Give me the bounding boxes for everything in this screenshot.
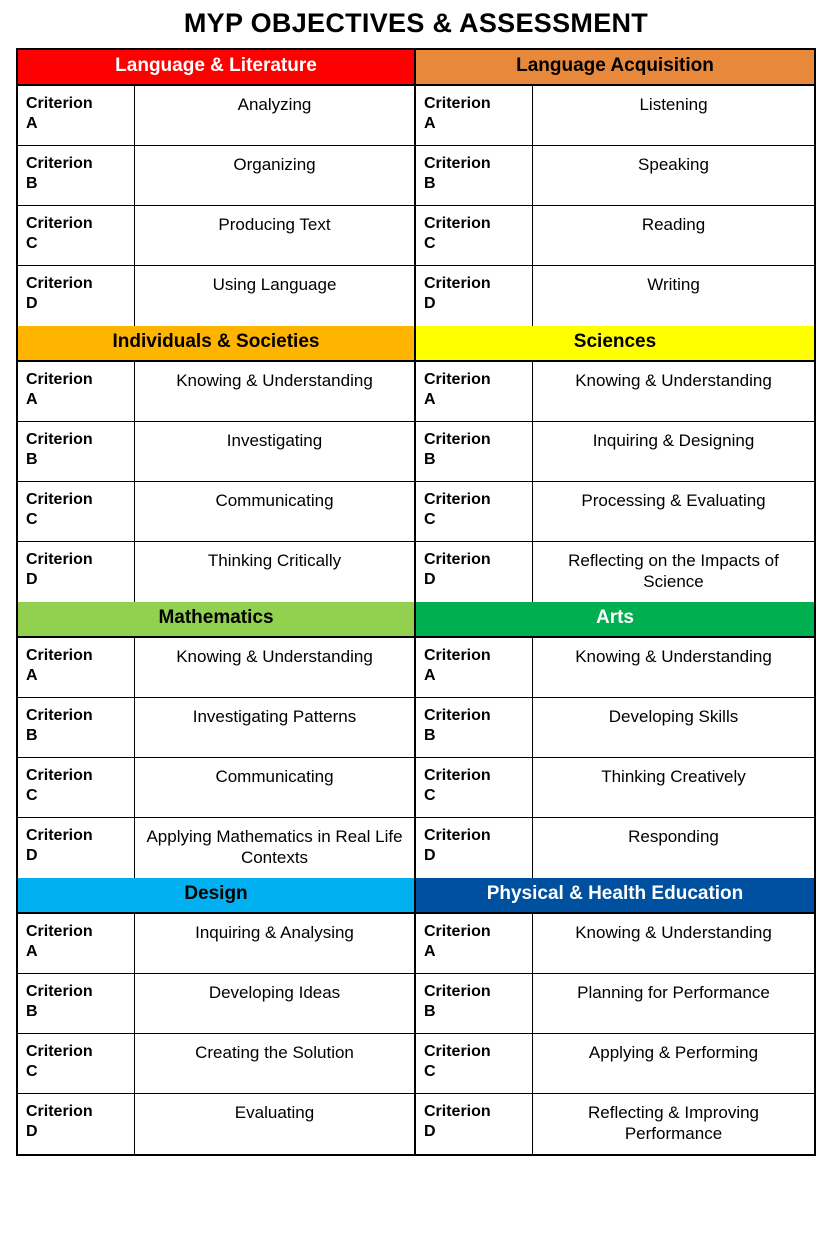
criterion-objective: Developing Skills xyxy=(608,706,739,726)
criterion-row xyxy=(18,266,414,326)
criterion-objective: Evaluating xyxy=(234,1102,315,1122)
criterion-letter: D xyxy=(424,294,436,312)
criterion-row xyxy=(416,698,814,758)
criterion-word: Criterion xyxy=(26,94,93,112)
subject-band xyxy=(18,878,814,1154)
criterion-letter: A xyxy=(424,666,436,684)
criterion-objective: Planning for Performance xyxy=(577,982,770,1002)
criterion-letter: B xyxy=(26,450,38,468)
criterion-label xyxy=(416,638,533,697)
criterion-word: Criterion xyxy=(26,274,93,292)
criterion-label xyxy=(416,1094,533,1154)
subject-band xyxy=(18,326,814,602)
criterion-word: Criterion xyxy=(26,922,93,940)
criterion-letter: D xyxy=(26,1122,38,1140)
criterion-objective: Knowing & Understanding xyxy=(176,646,373,666)
criterion-word: Criterion xyxy=(26,430,93,448)
criterion-row xyxy=(416,914,814,974)
criterion-objective: Inquiring & Designing xyxy=(592,430,755,450)
subject-block-language-and-literature xyxy=(18,50,416,326)
criterion-row xyxy=(18,974,414,1034)
criterion-word: Criterion xyxy=(26,706,93,724)
criterion-letter: A xyxy=(424,390,436,408)
criterion-letter: D xyxy=(26,570,38,588)
criterion-label xyxy=(18,914,135,973)
criterion-word: Criterion xyxy=(26,154,93,172)
criterion-word: Criterion xyxy=(26,1042,93,1060)
criterion-row xyxy=(18,146,414,206)
criterion-word: Criterion xyxy=(424,646,491,664)
criterion-label xyxy=(416,482,533,541)
criterion-label xyxy=(416,206,533,265)
criterion-row xyxy=(18,86,414,146)
criterion-letter: C xyxy=(26,1062,38,1080)
criterion-letter: B xyxy=(424,174,436,192)
criterion-label xyxy=(416,914,533,973)
subject-band xyxy=(18,50,814,326)
criterion-letter: D xyxy=(26,846,38,864)
criterion-word: Criterion xyxy=(26,1102,93,1120)
criterion-row xyxy=(416,542,814,602)
criterion-letter: C xyxy=(26,234,38,252)
criterion-row xyxy=(18,914,414,974)
criterion-word: Criterion xyxy=(26,490,93,508)
subject-header-language-acquisition: Language Acquisition xyxy=(416,50,814,86)
criterion-objective: Reflecting & Improving Performance xyxy=(587,1102,760,1143)
criterion-word: Criterion xyxy=(424,370,491,388)
subject-block-language-acquisition xyxy=(416,50,814,326)
criterion-word: Criterion xyxy=(26,826,93,844)
criterion-objective: Writing xyxy=(647,274,700,294)
criterion-row xyxy=(416,422,814,482)
criterion-letter: A xyxy=(424,942,436,960)
subject-header-language-and-literature: Language & Literature xyxy=(18,50,414,86)
criterion-label xyxy=(18,86,135,145)
criterion-word: Criterion xyxy=(424,550,491,568)
criterion-label xyxy=(18,638,135,697)
criterion-word: Criterion xyxy=(424,490,491,508)
subject-header-individuals-and-societies: Individuals & Societies xyxy=(18,326,414,362)
subject-block-mathematics xyxy=(18,602,416,878)
criterion-row xyxy=(18,1094,414,1154)
criterion-row xyxy=(416,818,814,878)
criterion-objective: Listening xyxy=(639,94,708,114)
criterion-objective: Thinking Critically xyxy=(207,550,342,570)
criterion-row xyxy=(18,698,414,758)
criterion-objective: Knowing & Understanding xyxy=(575,370,772,390)
criterion-objective: Investigating xyxy=(226,430,323,450)
criterion-letter: B xyxy=(26,726,38,744)
subject-block-arts xyxy=(416,602,814,878)
criterion-objective: Organizing xyxy=(233,154,316,174)
criterion-objective: Knowing & Understanding xyxy=(575,646,772,666)
criterion-letter: A xyxy=(424,114,436,132)
criterion-word: Criterion xyxy=(424,982,491,1000)
criterion-letter: C xyxy=(26,786,38,804)
criterion-objective: Thinking Creatively xyxy=(601,766,746,786)
criterion-objective: Communicating xyxy=(215,766,334,786)
criterion-word: Criterion xyxy=(424,706,491,724)
criterion-word: Criterion xyxy=(26,370,93,388)
criterion-row xyxy=(18,1034,414,1094)
subject-header-mathematics: Mathematics xyxy=(18,602,414,638)
subject-block-design xyxy=(18,878,416,1154)
criterion-letter: B xyxy=(26,1002,38,1020)
criterion-label xyxy=(18,146,135,205)
criterion-letter: D xyxy=(424,1122,436,1140)
subject-block-individuals-and-societies xyxy=(18,326,416,602)
criterion-label xyxy=(18,818,135,878)
criterion-row xyxy=(416,146,814,206)
criterion-objective: Reading xyxy=(641,214,706,234)
criterion-label xyxy=(416,362,533,421)
criterion-label xyxy=(416,698,533,757)
criterion-label xyxy=(416,974,533,1033)
criterion-letter: B xyxy=(424,450,436,468)
criterion-objective: Processing & Evaluating xyxy=(581,490,766,510)
criterion-word: Criterion xyxy=(424,766,491,784)
criterion-letter: B xyxy=(424,1002,436,1020)
criterion-row xyxy=(18,482,414,542)
criterion-word: Criterion xyxy=(424,94,491,112)
criterion-letter: B xyxy=(26,174,38,192)
criterion-word: Criterion xyxy=(26,982,93,1000)
criterion-row xyxy=(416,482,814,542)
criterion-row xyxy=(416,638,814,698)
subject-header-physical-and-health-education: Physical & Health Education xyxy=(416,878,814,914)
criterion-label xyxy=(18,758,135,817)
criterion-letter: A xyxy=(26,666,38,684)
criterion-row xyxy=(416,1094,814,1154)
criterion-objective: Analyzing xyxy=(237,94,312,114)
criterion-objective: Developing Ideas xyxy=(208,982,341,1002)
criterion-row xyxy=(416,266,814,326)
criterion-label xyxy=(18,1034,135,1093)
criterion-letter: A xyxy=(26,942,38,960)
criterion-word: Criterion xyxy=(424,1042,491,1060)
criterion-word: Criterion xyxy=(26,550,93,568)
criterion-row xyxy=(18,206,414,266)
criterion-row xyxy=(416,86,814,146)
criterion-label xyxy=(18,542,135,602)
criterion-row xyxy=(416,362,814,422)
criterion-letter: D xyxy=(26,294,38,312)
criterion-word: Criterion xyxy=(26,214,93,232)
criterion-label xyxy=(416,1034,533,1093)
criterion-label xyxy=(416,818,533,878)
criterion-row xyxy=(416,758,814,818)
criterion-objective: Knowing & Understanding xyxy=(575,922,772,942)
criterion-row xyxy=(18,818,414,878)
subject-band xyxy=(18,602,814,878)
subject-header-arts: Arts xyxy=(416,602,814,638)
subjects-grid xyxy=(16,48,816,1156)
criterion-row xyxy=(416,974,814,1034)
criterion-row xyxy=(18,542,414,602)
criterion-label xyxy=(18,206,135,265)
criterion-objective: Using Language xyxy=(212,274,337,294)
criterion-objective: Creating the Solution xyxy=(195,1042,354,1062)
criterion-word: Criterion xyxy=(424,214,491,232)
criterion-label xyxy=(416,542,533,602)
criterion-letter: D xyxy=(424,570,436,588)
criterion-word: Criterion xyxy=(424,826,491,844)
subject-header-design: Design xyxy=(18,878,414,914)
criterion-label xyxy=(18,698,135,757)
criterion-label xyxy=(18,482,135,541)
subject-block-sciences xyxy=(416,326,814,602)
criterion-label xyxy=(18,1094,135,1154)
criterion-word: Criterion xyxy=(424,1102,491,1120)
criterion-letter: C xyxy=(424,510,436,528)
criterion-objective: Communicating xyxy=(215,490,334,510)
criterion-label xyxy=(416,146,533,205)
criterion-label xyxy=(18,974,135,1033)
criterion-row xyxy=(416,1034,814,1094)
criterion-label xyxy=(416,266,533,326)
criterion-letter: A xyxy=(26,114,38,132)
criterion-objective: Knowing & Understanding xyxy=(176,370,373,390)
criterion-label xyxy=(18,362,135,421)
criterion-objective: Responding xyxy=(628,826,719,846)
criterion-letter: C xyxy=(424,234,436,252)
criterion-objective: Applying & Performing xyxy=(588,1042,759,1062)
criterion-letter: C xyxy=(26,510,38,528)
criterion-word: Criterion xyxy=(424,154,491,172)
criterion-letter: A xyxy=(26,390,38,408)
criterion-word: Criterion xyxy=(26,646,93,664)
criterion-row xyxy=(18,638,414,698)
criterion-row xyxy=(18,362,414,422)
criterion-label xyxy=(18,266,135,326)
criterion-objective: Speaking xyxy=(638,154,709,174)
criterion-letter: B xyxy=(424,726,436,744)
criterion-row xyxy=(416,206,814,266)
criterion-objective: Inquiring & Analysing xyxy=(195,922,354,942)
subject-block-physical-and-health-education xyxy=(416,878,814,1154)
criterion-objective: Reflecting on the Impacts of Science xyxy=(568,550,779,592)
subject-header-sciences: Sciences xyxy=(416,326,814,362)
criterion-letter: C xyxy=(424,1062,436,1080)
page-title: MYP OBJECTIVES & ASSESSMENT xyxy=(183,8,649,38)
criterion-letter: D xyxy=(424,846,436,864)
criterion-word: Criterion xyxy=(26,766,93,784)
criterion-label xyxy=(416,86,533,145)
criterion-label xyxy=(416,758,533,817)
criterion-row xyxy=(18,758,414,818)
criterion-label xyxy=(416,422,533,481)
criterion-objective: Producing Text xyxy=(218,214,331,234)
criterion-word: Criterion xyxy=(424,922,491,940)
criterion-word: Criterion xyxy=(424,274,491,292)
criterion-objective: Investigating Patterns xyxy=(192,706,357,726)
criterion-word: Criterion xyxy=(424,430,491,448)
criterion-label xyxy=(18,422,135,481)
criterion-objective: Applying Mathematics in Real Life Contexts xyxy=(146,826,403,867)
criterion-row xyxy=(18,422,414,482)
criterion-letter: C xyxy=(424,786,436,804)
